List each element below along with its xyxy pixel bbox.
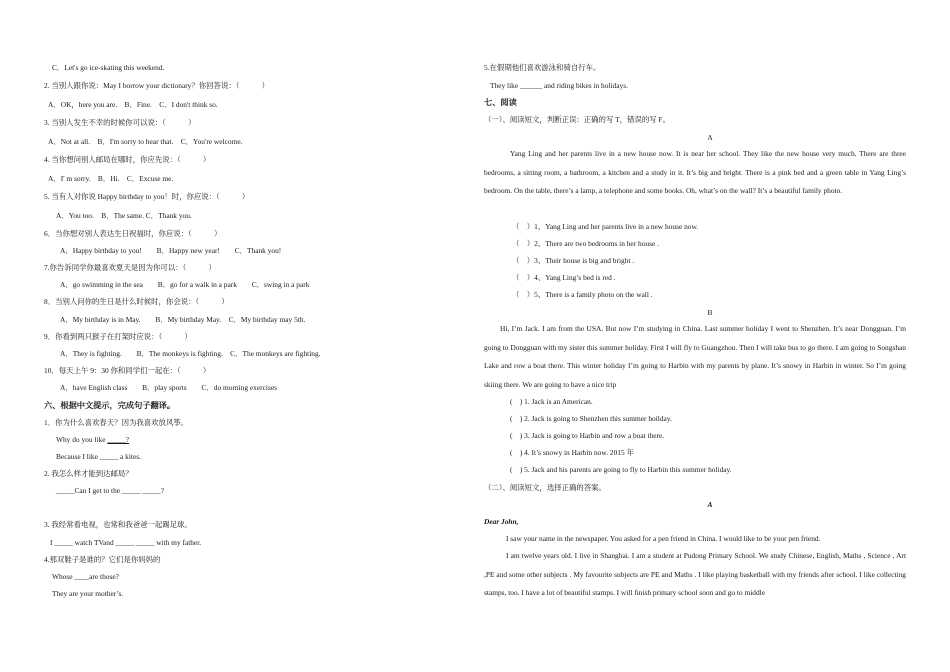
- letter-salutation: Dear John,: [484, 517, 519, 526]
- question-7: 7.你告诉同学你最喜欢夏天是因为你可以：（ ）: [44, 263, 216, 272]
- question-10: 10．每天上午 9：30 你和同学们一起在：（ ）: [44, 366, 211, 375]
- translation-3-prompt: 3. 我经常看电视，也常和我爸爸一起踢足球。: [44, 520, 192, 529]
- passage-a-statement-5: （ ）5、There is a family photo on the wall .: [512, 290, 653, 299]
- translation-4-prompt: 4.那双鞋子是谁的？它们是你妈妈的: [44, 555, 161, 564]
- passage-b-text: Hi, I’m Jack. I am from the USA. But now I’m studying in China. Last summer holiday I went to Shenzhen. It’s near Dongguan. I’m going to Dongguan with my sister this summer holiday. First I will fly to Guangzhou. Then I will take bus to go there. I am going to Songshan Lake and row a boat there. This winter holiday I’m going to Harbin with my parents by plane. It’s snowy in Harbin in winter. So I’m going skiing there. We are going to have a nice trip: [484, 324, 906, 389]
- passage-b-statement-5: ( ) 5. Jack and his parents are going to fly to Harbin this summer holiday.: [510, 465, 732, 474]
- question-3: 3. 当别人发生不幸的时候你可以说：（ ）: [44, 118, 196, 127]
- question-7-options: A．go swimming in the sea B．go for a walk in a park C．swing in a park: [60, 280, 310, 289]
- question-6: 6．当你想对别人表达生日祝福时，你应说：（ ）: [44, 229, 222, 238]
- passage-b-statement-2: ( ) 2. Jack is going to Shenzhen this summer hoilday.: [510, 414, 672, 423]
- translation-5-line: They like ______ and riding bikes in holidays.: [490, 81, 628, 90]
- question-2-options: A．OK，here you are. B．Fine. C．I don't think so.: [48, 100, 218, 109]
- section-7-heading: 七、阅读: [484, 98, 517, 107]
- translation-1-prompt: 1．你为什么喜欢春天？因为我喜欢放风筝。: [44, 418, 189, 427]
- question-2: 2. 当别人跟你说：May I borrow your dictionary？你回答说：（ ）: [44, 81, 269, 90]
- question-9: 9．你看到两只猴子在打架时应说：（ ）: [44, 332, 192, 341]
- question-9-options: A．They is fighting. B．The monkeys is fighting. C．The monkeys are fighting.: [60, 349, 321, 358]
- passage-a-statement-4: （ ）4、Yang Ling’s bed is red .: [512, 273, 616, 282]
- passage-a-statement-1: （ ）1、Yang Ling and her parents live in a new house now.: [512, 222, 699, 231]
- question-8: 8．当别人问你的生日是什么时候时，你会说：（ ）: [44, 297, 229, 306]
- translation-1-line-2: Because I like _____ a kites.: [56, 452, 141, 461]
- question-4-options: A．I' m sorry. B．Hi. C．Excuse me.: [48, 174, 174, 183]
- passage-b-statement-4: ( ) 4. It’s snowy in Harbin now. 2015 年: [510, 448, 634, 457]
- translation-1-blank: _____?: [107, 435, 130, 444]
- question-10-options: A．have English class B．play sports C．do morning exercises: [60, 383, 277, 392]
- translation-2-line: _____Can I get to the _____ _____?: [56, 486, 164, 495]
- question-4: 4. 当你想问别人邮局在哪时，你应先说：（ ）: [44, 155, 211, 164]
- passage-a-label: A: [707, 133, 713, 142]
- translation-5-prompt: 5.在假期他们喜欢游泳和骑自行车。: [484, 63, 601, 72]
- translation-2-prompt: 2. 我怎么样才能到达邮局？: [44, 469, 133, 478]
- letter-paragraph-1: I saw your name in the newspaper. You asked for a pen friend in China. I would like to be your pen friend.: [506, 534, 821, 543]
- q1-option-c: C．Let's go ice-skating this weekend.: [52, 63, 165, 72]
- letter-paragraph-2: I am twelve years old. I live in Shanghai. I am a student at Pudong Primary School. We study Chinese, English, Maths , Science , Art ,PE and some other subjects . My favourite subjects are PE and Maths . I like playing basketball with my friends after school. I like collecting stamps, too. I have a lot of beautiful stamps. I will finish primary school soon and go to middle: [484, 551, 906, 598]
- section-6-heading: 六、根据中文提示，完成句子翻译。: [44, 401, 176, 410]
- passage-a-statement-3: （ ）3、Their house is big and bright .: [512, 256, 635, 265]
- passage-b-statement-3: ( ) 3. Jack is going to Harbin and row a boat there.: [510, 431, 665, 440]
- letter-a-label: A: [707, 500, 713, 509]
- question-3-options: A．Not at all. B．I'm sorry to hear that. C．You're welcome.: [48, 137, 243, 146]
- question-5: 5. 当有人对你说 Happy birthday to you！时，你应说：（ ）: [44, 192, 250, 201]
- question-6-options: A．Happy birthday to you! B．Happy new year! C．Thank you!: [60, 246, 282, 255]
- passage-a-statement-2: （ ）2、There are two bedrooms in her house .: [512, 239, 659, 248]
- translation-3-line: I _____ watch TVand _____ _____ with my father.: [50, 538, 202, 547]
- translation-4-line-2: They are your mother’s.: [52, 589, 124, 598]
- translation-1-line-1: [56, 435, 129, 445]
- reading-part-2-instructions: （二）、阅读短文，选择正确的答案。: [484, 483, 606, 492]
- reading-part-1-instructions: （一）、阅读短文，判断正误：正确的写 T，错误的写 F。: [484, 115, 670, 124]
- question-5-options: A．You too. B．The same. C．Thank you.: [56, 211, 192, 220]
- passage-a-text: Yang Ling and her parents live in a new house now. It is near her school. They like the new house very much. There are three bedrooms, a sitting room, a bathroom, a kitchen and a study in it. It’s big and bright. There is a pink bed and a green table in Yang Ling’s bedroom. On the table, there’s a lamp, a telephone and some books. Oh, what’s on the wall? It’s a beautiful family photo.: [484, 149, 906, 196]
- passage-b-statement-1: ( ) 1. Jack is an American.: [510, 397, 593, 406]
- translation-1-text: Why do you like: [56, 435, 108, 444]
- question-8-options: A．My birthday is in May. B．My birthday May. C．My birthday may 5th.: [60, 315, 306, 324]
- translation-4-line-1: Whose ____are those?: [52, 572, 119, 581]
- passage-b-label: B: [707, 308, 713, 317]
